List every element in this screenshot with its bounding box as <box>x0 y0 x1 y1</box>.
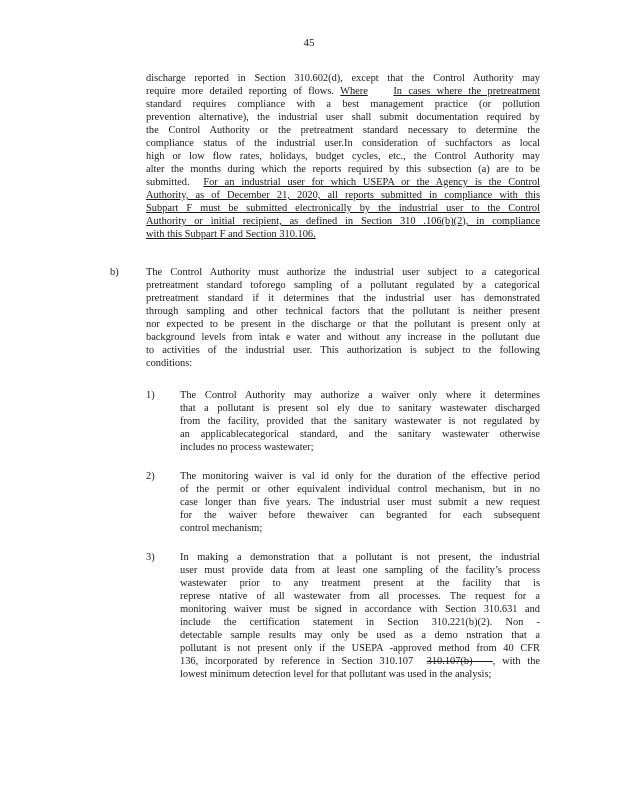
item-marker: 3) <box>146 552 155 563</box>
text-line: the Control Authority or the pretreatment standard necessary to determine the <box>146 125 540 136</box>
text-line: prevention alternative), the industrial user shall submit documentation required by <box>146 112 540 123</box>
text-line: user must provide data from at least one sampling of the facility’s process <box>180 565 540 576</box>
text-line: for the waiver before thewaiver can begranted for each subsequent <box>180 510 540 521</box>
text-line: lowest minimum detection level for that pollutant was used in the analysis; <box>180 669 492 680</box>
text-run: submitted. <box>146 177 190 188</box>
text-line <box>146 176 540 189</box>
text-line: an applicablecategorical standard, and the sanitary wastewater otherwise <box>180 429 540 440</box>
page-number: 45 <box>303 37 315 49</box>
text-line: compliance status of the industrial user.In consideration of suchfactors as local <box>146 138 540 149</box>
condition-item-2 <box>180 470 540 535</box>
text-line: The Control Authority must authorize the industrial user subject to a categorical <box>146 267 540 278</box>
inserted-text: Where <box>340 86 368 97</box>
inserted-text: For an industrial user for which USEPA or the Agency is the Control <box>203 177 540 188</box>
text-line: control mechanism; <box>180 523 263 534</box>
text-line: pretreatment standard toforego sampling of a pollutant regulated by a categorical <box>146 280 540 291</box>
text-line: includes no process wastewater; <box>180 442 314 453</box>
inserted-text-line: Authority or initial recipient, as defined in Section 310 .106(b)(2), in compliance <box>146 216 540 227</box>
subsection-a-continuation <box>146 72 540 241</box>
text-line: standard requires compliance with a best management practice (or pollution <box>146 99 540 110</box>
text-line: include the certification statement in Section 310.221(b)(2). Non - <box>180 617 540 628</box>
deleted-text-tail <box>473 656 493 667</box>
text-line: pretreatment standard if it determines that the industrial user has demonstrated <box>146 293 540 304</box>
text-run: require more detailed reporting of flows. <box>146 86 334 97</box>
text-line: of the permit or other equivalent individual control mechanism, but in no <box>180 484 540 495</box>
item-marker: 1) <box>146 390 155 401</box>
text-line: detectable sample results may only be used as a demo nstration that a <box>180 630 540 641</box>
text-line: discharge reported in Section 310.602(d), except that the Control Authority may <box>146 73 540 84</box>
text-line <box>146 85 540 98</box>
text-line: alter the months during which the reports required by this subsection (a) are to be <box>146 164 540 175</box>
inserted-text-line: Authority, as of December 21, 2020, all reports submitted in compliance with this <box>146 190 540 201</box>
text-line: case longer than five years. The industrial user must submit a new request <box>180 497 540 508</box>
text-line: pollutant is not present only if the USEPA -approved method from 40 CFR <box>180 643 540 654</box>
subsection-marker: b) <box>110 267 119 278</box>
condition-item-1 <box>180 389 540 454</box>
text-line: conditions: <box>146 358 193 369</box>
text-line: The monitoring waiver is val id only for the duration of the effective period <box>180 471 540 482</box>
text-line: wastewater prior to any treatment present at the facility that is <box>180 578 540 589</box>
text-line: represe ntative of all wastewater from all processes. The request for a <box>180 591 540 602</box>
text-line: monitoring waiver must be signed in accordance with Section 310.631 and <box>180 604 540 615</box>
text-line: The Control Authority may authorize a waiver only where it determines <box>180 390 540 401</box>
deleted-text: 310.107(b) <box>426 656 473 667</box>
text-run: , with the <box>492 656 541 667</box>
text-line: to activities of the industrial user. This authorization is subject to the following <box>146 345 540 356</box>
text-line: through sampling and other technical factors that the pollutant is neither present <box>146 306 540 317</box>
text-line: high or low flow rates, holidays, budget cycles, etc., the Control Authority may <box>146 151 540 162</box>
inserted-text: In cases where the pretreatment <box>393 86 540 97</box>
text-line: from the facility, provided that the sanitary wastewater is not regulated by <box>180 416 540 427</box>
inserted-text-line: Subpart F must be submitted electronically by the industrial user to the Control <box>146 203 540 214</box>
condition-item-3 <box>180 551 540 681</box>
text-run: 136, incorporated by reference in Section 310.107 <box>180 656 414 667</box>
text-line: that a pollutant is present sol ely due to sanitary wastewater discharged <box>180 403 540 414</box>
subsection-b <box>146 266 540 370</box>
text-line: nor expected to be present in the discharge or that the pollutant is present only at <box>146 319 540 330</box>
text-line: In making a demonstration that a pollutant is not present, the industrial <box>180 552 540 563</box>
inserted-text-line: with this Subpart F and Section 310.106. <box>146 229 316 240</box>
text-line <box>180 655 540 668</box>
text-line: background levels from intak e water and without any increase in the pollutant due <box>146 332 540 343</box>
item-marker: 2) <box>146 471 155 482</box>
